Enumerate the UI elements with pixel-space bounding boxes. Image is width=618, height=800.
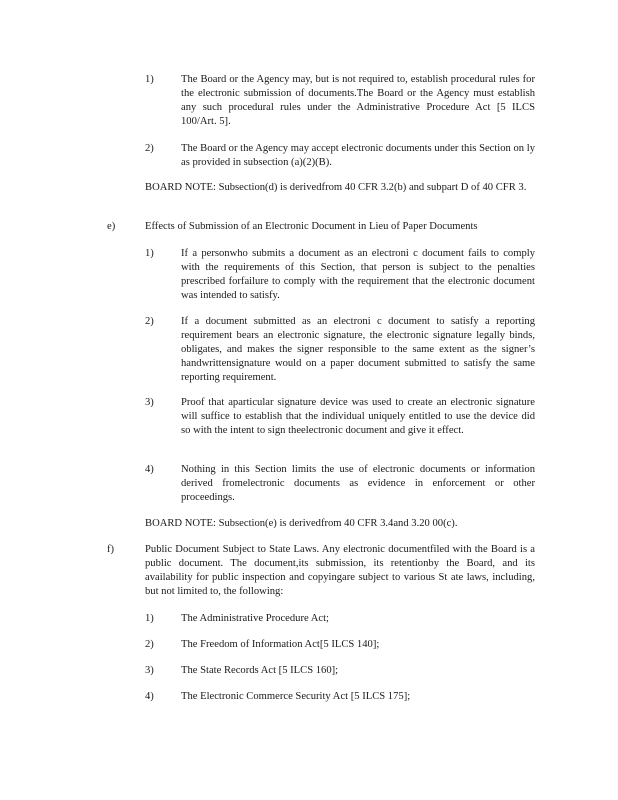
item-text: The Board or the Agency may accept electronic documents under this Section on ly as provided in subsection (a)(2)(B). <box>181 143 535 168</box>
paragraph-f-2 <box>145 638 535 652</box>
paragraph-e <box>107 220 535 234</box>
item-number: 3) <box>145 665 154 676</box>
item-text: The Administrative Procedure Act; <box>181 613 329 624</box>
item-number: 2) <box>145 639 154 650</box>
item-number: 4) <box>145 464 154 475</box>
item-text: If a personwho submits a document as an electroni c document fails to comply with the requirements of this Section, that person is subject to the penalties prescribed forfailure to comply with the requirement that the electronic document was intended to satisfy. <box>181 248 535 301</box>
item-number: 1) <box>145 613 154 624</box>
item-heading: Effects of Submission of an Electronic Document in Lieu of Paper Documents <box>145 221 478 232</box>
item-text: Proof that aparticular signature device was used to create an electronic signature will suffice to establish that the individual uniquely entitled to use the device did so with the intent to sign theelectronic document and give it effect. <box>181 397 535 436</box>
item-text: Public Document Subject to State Laws. Any electronic documentfiled with the Board is a public document. The document,its submission, its retentionby the Board, and its availability for public inspection and copyingare subject to various St ate laws, including, but not limited to, the following: <box>145 544 535 597</box>
item-letter: e) <box>107 221 116 232</box>
paragraph-e-1 <box>145 247 535 303</box>
item-text: The Freedom of Information Act[5 ILCS 140]; <box>181 639 380 650</box>
paragraph-f-4 <box>145 690 535 704</box>
paragraph-d-2 <box>145 142 535 170</box>
item-text: Nothing in this Section limits the use of electronic documents or information derived fromelectronic documents as evidence in enforcement or other proceedings. <box>181 464 535 503</box>
item-text: The Board or the Agency may, but is not required to, establish procedural rules for the electronic submission of documents.The Board or the Agency must establish any such procedural rules under the Administrative Procedure Act [5 ILCS 100/Art. 5]. <box>181 74 535 127</box>
paragraph-f-1 <box>145 612 535 626</box>
item-text: If a document submitted as an electroni c document to satisfy a reporting requirement bears an electronic signature, the electronic signature legally binds, obligates, and makes the signer responsible to the same extent as the signer’s handwrittensignature would on a paper document submitted to satisfy the same reporting requirement. <box>181 316 535 383</box>
item-letter: f) <box>107 544 115 555</box>
paragraph-e-4 <box>145 463 535 505</box>
item-number: 1) <box>145 248 154 259</box>
item-number: 3) <box>145 397 154 408</box>
paragraph-d-1 <box>145 73 535 129</box>
board-note-d: BOARD NOTE: Subsection(d) is derivedfrom 40 CFR 3.2(b) and subpart D of 40 CFR 3. <box>145 182 527 193</box>
paragraph-e-3 <box>145 396 535 438</box>
paragraph-f-3 <box>145 664 535 678</box>
item-text: The Electronic Commerce Security Act [5 ILCS 175]; <box>181 691 411 702</box>
item-number: 4) <box>145 691 154 702</box>
paragraph-f <box>107 543 535 599</box>
paragraph-e-2 <box>145 315 535 385</box>
item-number: 2) <box>145 316 154 327</box>
item-number: 2) <box>145 143 154 154</box>
board-note-e: BOARD NOTE: Subsection(e) is derivedfrom 40 CFR 3.4and 3.20 00(c). <box>145 518 458 529</box>
item-text: The State Records Act [5 ILCS 160]; <box>181 665 339 676</box>
item-number: 1) <box>145 74 154 85</box>
